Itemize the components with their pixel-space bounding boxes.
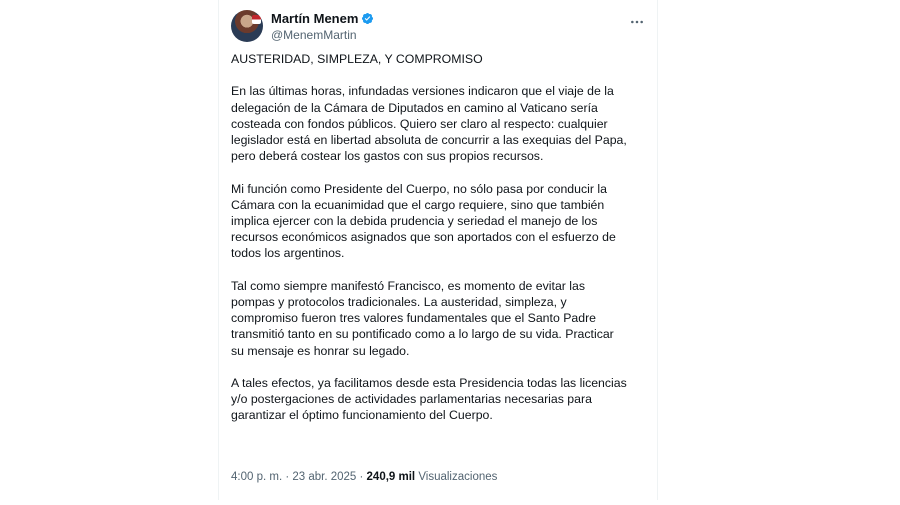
- tweet-card[interactable]: [218, 0, 658, 500]
- avatar[interactable]: [231, 10, 263, 42]
- verified-badge-icon: [361, 12, 374, 25]
- views-count[interactable]: 240,9 mil: [366, 471, 416, 483]
- tweet-paragraph-2: Mi función como Presidente del Cuerpo, no sólo pasa por conducir la Cámara con la ecuanimidad que el cargo requiere, sino que también implica ejercer con la debida prudencia y seriedad el manejo de los recursos económicos asignados que son aportados con el esfuerzo de todos los argentinos.: [231, 181, 616, 261]
- tweet-meta: [231, 470, 497, 484]
- more-dots-glyph: [629, 14, 645, 30]
- tweet-title: AUSTERIDAD, SIMPLEZA, Y COMPROMISO: [231, 52, 483, 66]
- tweet-text: [231, 51, 651, 440]
- tweet-paragraph-3: Tal como siempre manifestó Francisco, es momento de evitar las pompas y protocolos tradicionales. La austeridad, simpleza, y compromiso fueron tres valores fundamentales que el Santo Padre transmitió tanto en su pontificado como a lo largo de su vida. Practicar su mensaje es honrar su legado.: [231, 278, 614, 358]
- views-label: Visualizaciones: [415, 471, 498, 483]
- tweet-header: [231, 10, 647, 44]
- author-name-row: [271, 10, 374, 27]
- tweet-paragraph-4: A tales efectos, ya facilitamos desde esta Presidencia todas las licencias y/o postergaciones de actividades parlamentarias necesarias para garantizar el óptimo funcionamiento del Cuerpo.: [231, 376, 627, 423]
- flag-icon: [252, 15, 261, 24]
- more-icon[interactable]: [629, 14, 645, 30]
- tweet-timestamp[interactable]: 4:00 p. m. · 23 abr. 2025 ·: [231, 471, 367, 483]
- tweet-paragraph-1: En las últimas horas, infundadas versiones indicaron que el viaje de la delegación de la Cámara de Diputados en camino al Vaticano sería costeada con fondos públicos. Quiero ser claro al respecto: cualquier legislador está en libertad absoluta de concurrir a las exequias del Papa, pero deberá costear los gastos con sus propios recursos.: [231, 84, 627, 164]
- author-handle[interactable]: @MenemMartin: [271, 28, 357, 42]
- author-block: [271, 10, 374, 44]
- author-display-name[interactable]: Martín Menem: [271, 11, 359, 26]
